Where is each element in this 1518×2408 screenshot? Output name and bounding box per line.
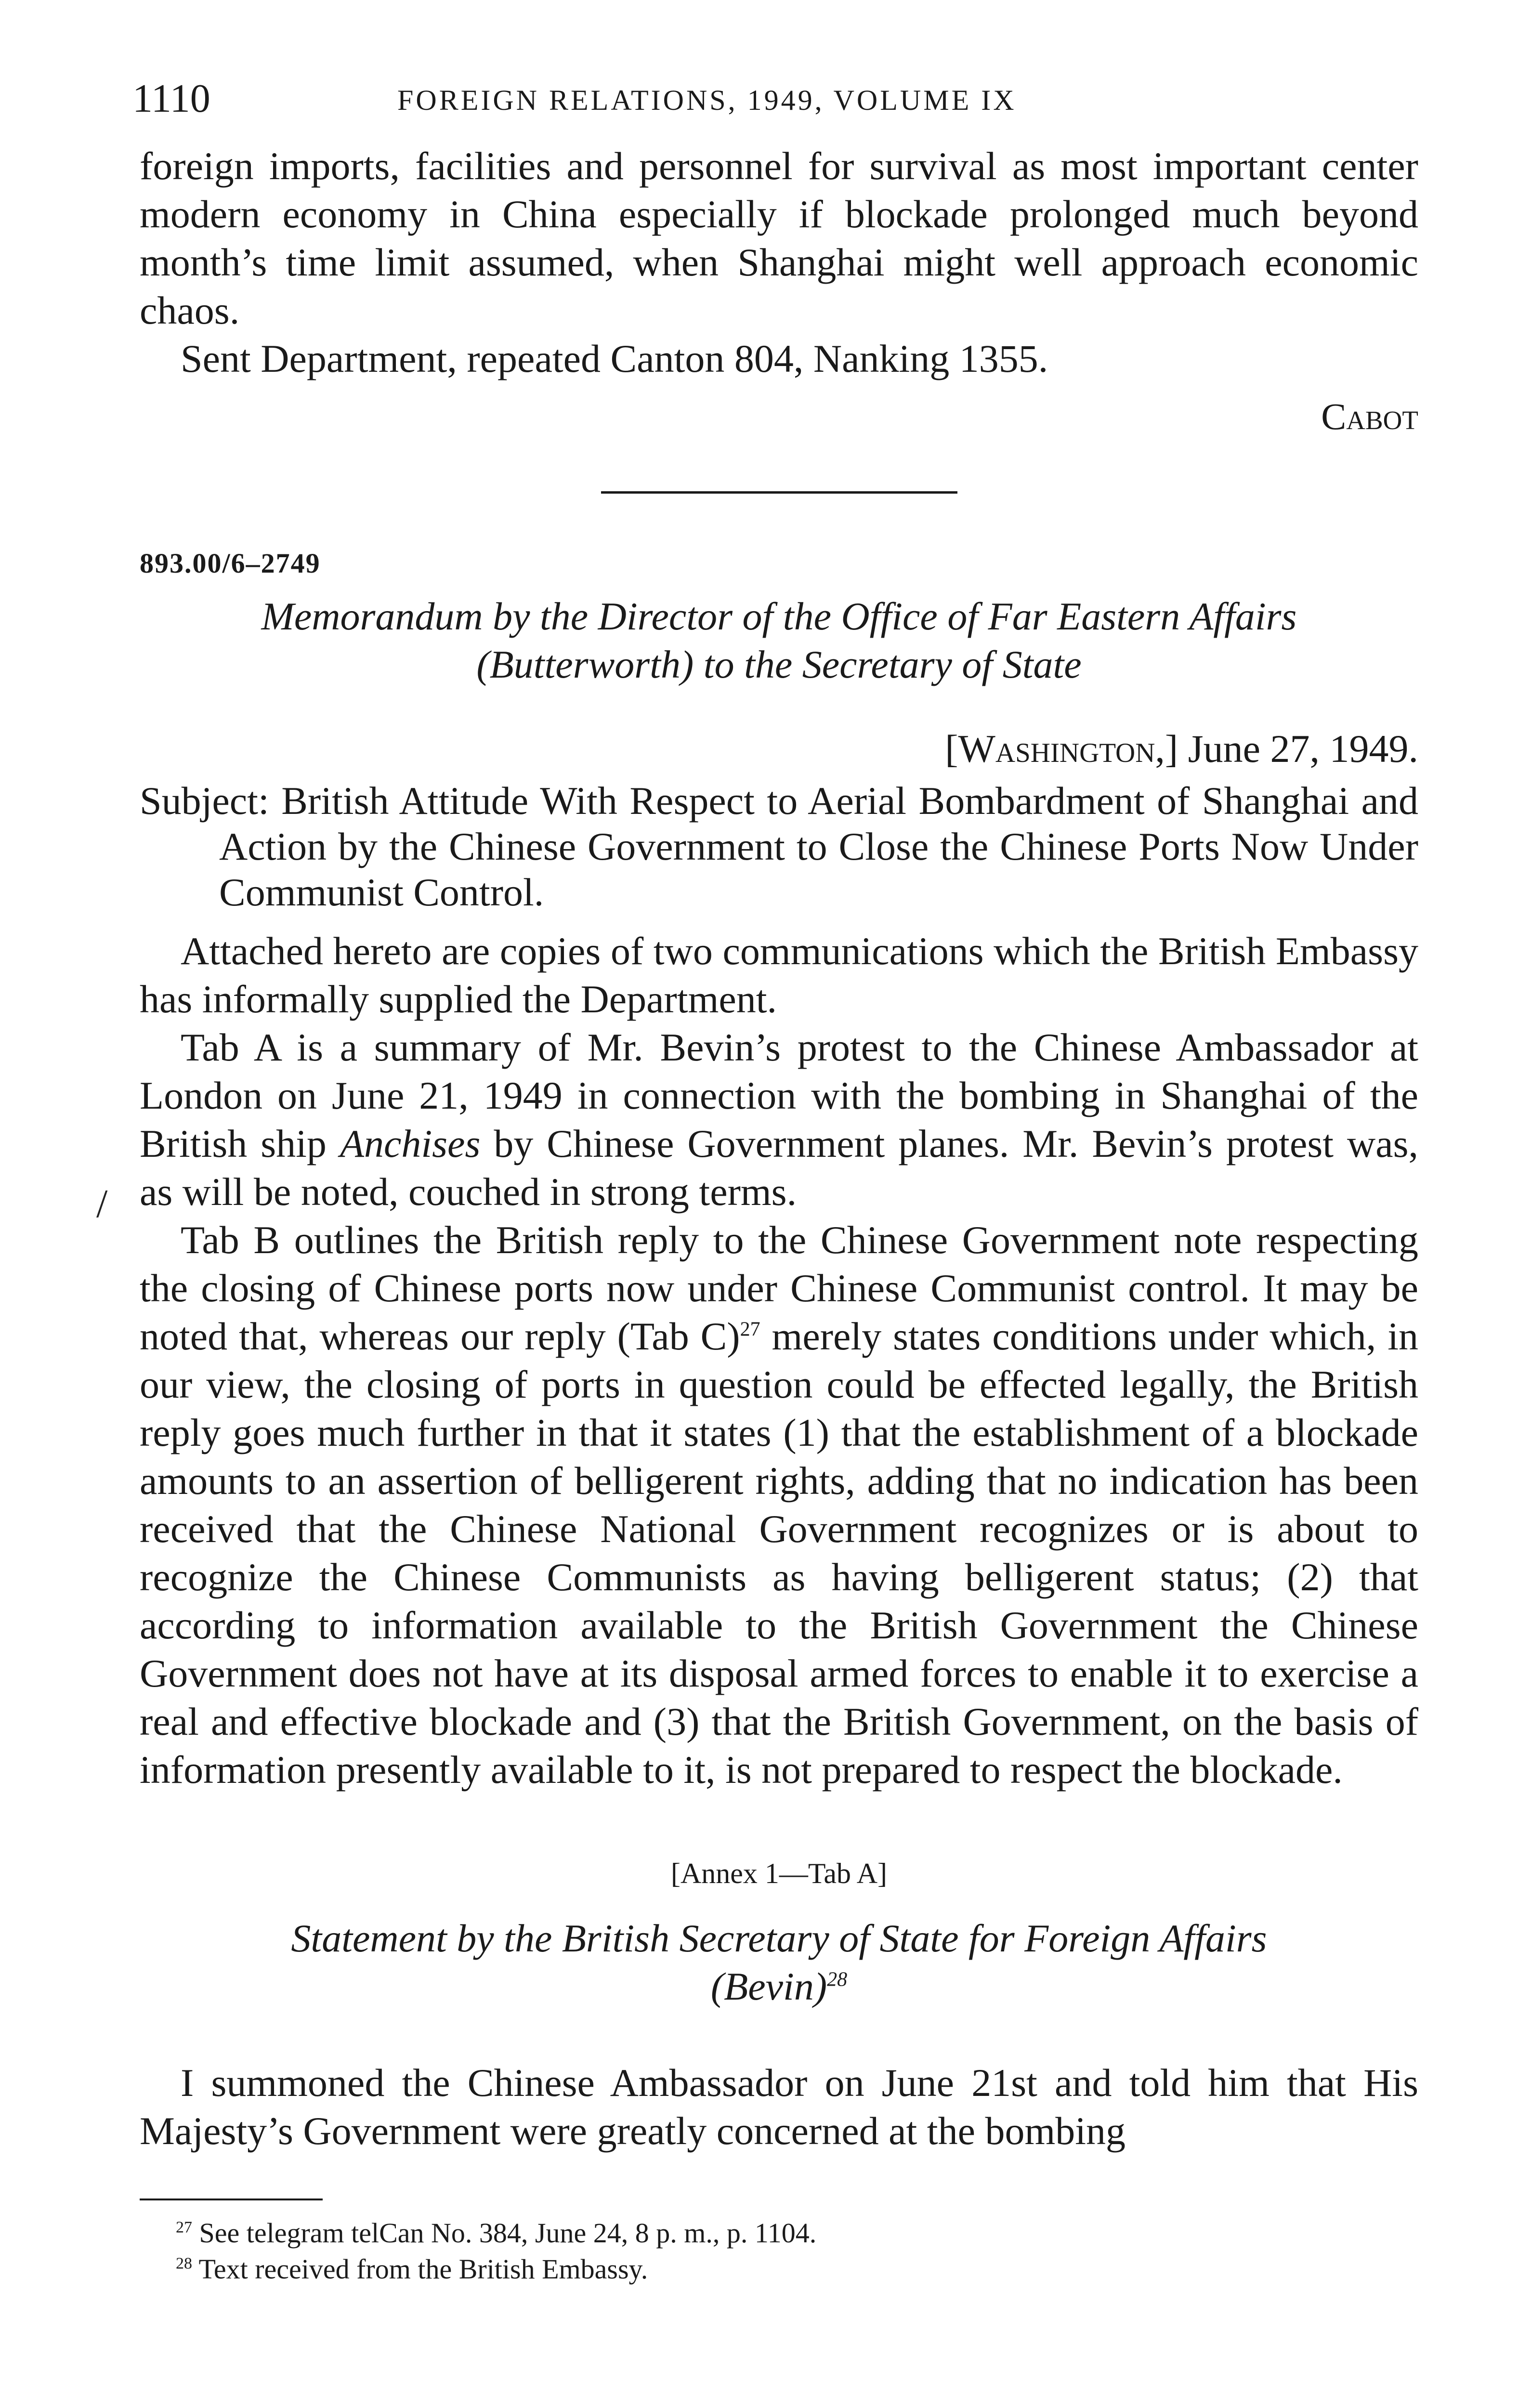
memo-paragraph-2 [140,1023,1418,1216]
footnote-ref-28: 28 [827,1968,848,1991]
footnote-text: Text received from the British Embassy. [198,2253,648,2285]
footnote-number: 28 [176,2254,192,2273]
memo-paragraph-3-start: Tab B outlines the British reply to the Chinese Government note respecting the closing of Chinese ports now under Chinese Communist control. It may be noted that, whereas our reply (Tab C) [140,1218,1418,1358]
ship-name: Anchises [340,1122,481,1165]
file-number: 893.00/6–2749 [140,548,321,579]
memo-paragraph-3-end: merely states conditions under which, in our view, the closing of ports in question could be effected legally, the British reply goes much further in that it states (1) that the establishment of a blockade amounts to an assertion of belligerent rights, adding that no indication has been received that the Chinese National Government recognizes or is about to recognize the Chinese Communists as having belligerent status; (2) that according to information available to the British Government the Chinese Government does not have at its disposal armed forces to enable it to exercise a real and effective blockade and (3) that the British Government, on the basis of information presently available to it, is not prepared to respect the blockade. [140,1314,1419,1792]
dateline-date: June 27, 1949. [1188,727,1418,771]
subject-line: Subject: British Attitude With Respect to Aerial Bombardment of Shanghai and Action by the Chinese Government to Close the Chinese Ports Now Under Communist Control. [140,779,1418,914]
statement-opening-paragraph: I summoned the Chinese Ambassador on June 21st and told him that His Majesty’s Government were greatly concerned at the bombing [140,2061,1418,2153]
memo-paragraph-1: Attached hereto are copies of two communications which the British Embassy has informally supplied the Department. [140,929,1418,1021]
signature: Cabot [1321,395,1418,437]
memo-paragraph-2-start: Tab A is a summary of Mr. Bevin’s protest to the Chinese Ambassador at London on June 21, 1949 in connection with the bombing in Shanghai of the British ship [140,1025,1418,1165]
memo-paragraph-2-end: by Chinese Government planes. Mr. Bevin’s protest was, as will be noted, couched in strong terms. [140,1122,1419,1214]
page-header [132,72,1423,125]
memorandum-title-line-2: (Butterworth) to the Secretary of State [476,642,1082,686]
continuation-paragraph: foreign imports, facilities and personnel for survival as most important center modern economy in China especially if blockade prolonged much beyond month’s time limit assumed, when Shanghai might well approach economic chaos. [140,144,1418,332]
dateline-place: [Washington,] [945,727,1178,771]
memo-paragraph-3 [140,1216,1418,1794]
running-head: FOREIGN RELATIONS, 1949, VOLUME IX [397,84,1017,116]
footnote-number: 27 [176,2218,192,2237]
section-divider [601,491,957,494]
page-content [140,142,1418,2287]
statement-title-line-2 [140,1963,1418,2011]
footnote-divider [140,2199,323,2200]
footnote-ref-27: 27 [740,1318,760,1341]
memorandum-title-line-1: Memorandum by the Director of the Office of Far Eastern Affairs [261,594,1297,638]
statement-title [140,1914,1418,2011]
footnote-text: See telegram telCan No. 384, June 24, 8 p. m., p. 1104. [199,2217,817,2249]
memorandum-title [140,592,1418,689]
footnote [176,2215,1418,2251]
statement-author: (Bevin) [710,1964,827,2008]
margin-pencil-mark: / [96,1181,108,1226]
dateline [140,725,1418,773]
sent-line: Sent Department, repeated Canton 804, Nanking 1355. [181,337,1048,380]
annex-label: [Annex 1—Tab A] [670,1858,888,1889]
page-number: 1110 [132,76,210,121]
statement-title-line-1: Statement by the British Secretary of State for Foreign Affairs [291,1916,1267,1960]
footnote [176,2251,1418,2287]
